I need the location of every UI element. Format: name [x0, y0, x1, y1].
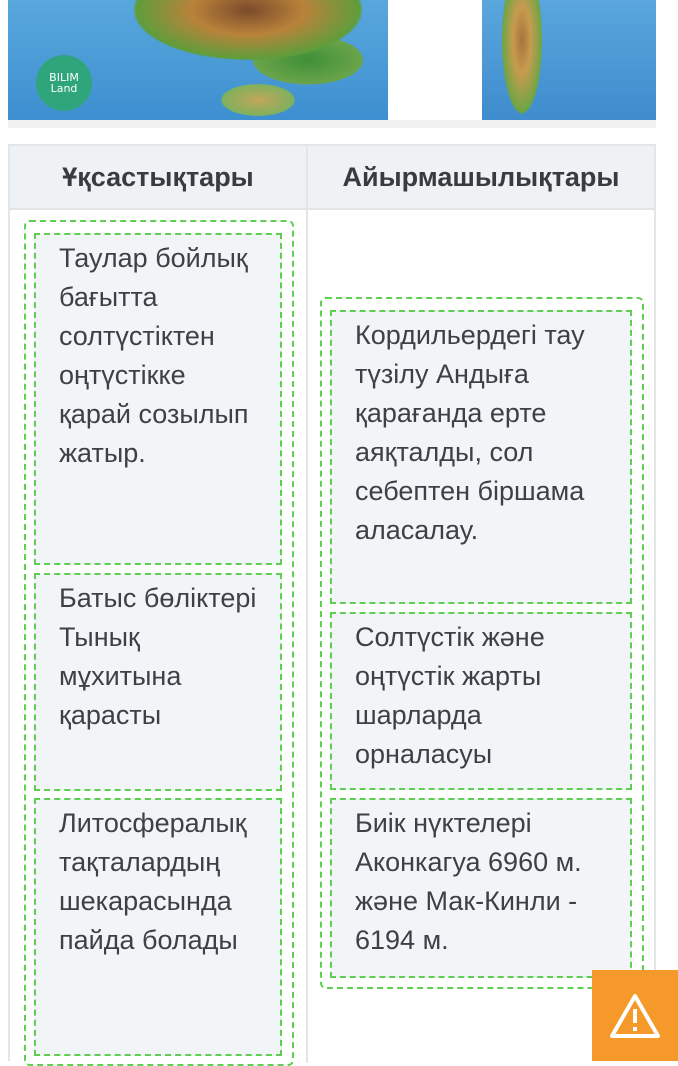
report-button[interactable]: [592, 970, 678, 1061]
similarity-card[interactable]: Таулар бойлық бағытта солтүстіктен оңтүстікке қарай созылып жатыр.: [34, 233, 282, 565]
logo-line1: BILIM: [49, 71, 79, 84]
column-divider: [306, 146, 308, 1063]
map-image-south-america: [482, 0, 656, 120]
similarity-card[interactable]: Литосфералық тақталардың шекарасында пайда болады: [34, 798, 282, 1056]
difference-card[interactable]: Солтүстік және оңтүстік жарты шарларда орналасуы: [330, 612, 632, 790]
bilimland-logo: [36, 55, 92, 111]
similarity-card[interactable]: Батыс бөліктері Тынық мұхитына қарасты: [34, 573, 282, 791]
warning-triangle-icon: [608, 991, 662, 1041]
table-header: [10, 146, 654, 210]
difference-card[interactable]: Кордильердегі тау түзілу Андыға қарағанда ерте аяқталды, сол себептен біршама аласалау.: [330, 310, 632, 604]
comparison-table: [8, 144, 656, 1061]
logo-line2: Land: [50, 82, 78, 95]
map-strip: [0, 0, 678, 128]
header-differences: Айырмашылықтары: [342, 161, 620, 192]
map-image-north-america: [8, 0, 388, 120]
difference-card[interactable]: Биік нүктелері Аконкагуа 6960 м. және Мак-Кинли - 6194 м.: [330, 798, 632, 978]
divider: [8, 120, 656, 128]
header-similarities: Ұқсастықтары: [62, 161, 254, 192]
